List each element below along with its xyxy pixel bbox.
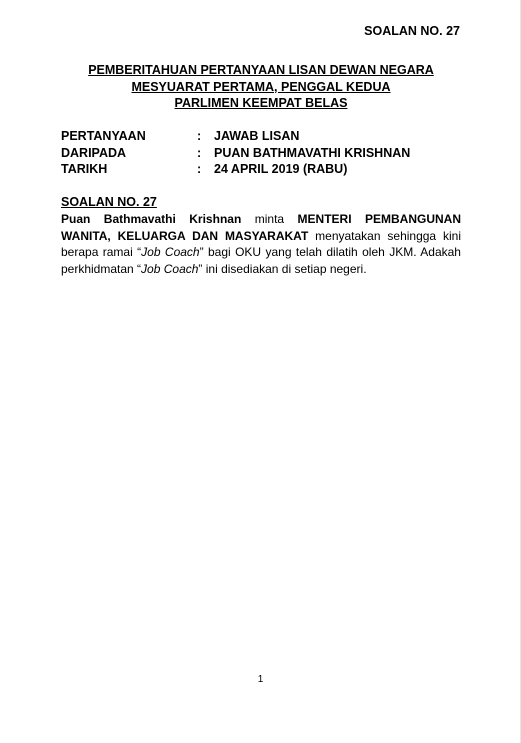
meta-key: PERTANYAAN (61, 129, 146, 143)
meta-value: 24 APRIL 2019 (RABU) (214, 162, 348, 176)
question-metadata (61, 128, 410, 178)
meta-separator: : (197, 162, 202, 176)
question-term: Job Coach (141, 261, 199, 276)
question-text: minta (241, 212, 298, 226)
question-text: ” ini disediakan di setiap negeri. (198, 261, 367, 276)
heading-line-1: PEMBERITAHUAN PERTANYAAN LISAN DEWAN NEGARA (88, 63, 434, 77)
meta-row-type (61, 128, 410, 145)
question-ministry: MENTERI PEMBANGUNAN WANITA, KELUARGA DAN MASYARAKAT (61, 212, 462, 243)
meta-row-date (61, 161, 410, 178)
page-number: 1 (257, 674, 264, 685)
question-text: ” bagi OKU yang telah dilatih oleh JKM. Adakah perkhidmatan “ (61, 245, 461, 276)
heading-line-2: MESYUARAT PERTAMA, PENGGAL KEDUA (131, 79, 391, 94)
meta-key: DARIPADA (61, 145, 127, 160)
meta-row-from (61, 145, 410, 162)
meta-separator: : (197, 129, 202, 143)
meta-value: PUAN BATHMAVATHI KRISHNAN (214, 145, 411, 160)
question-title: SOALAN NO. 27 (61, 195, 157, 209)
question-reference: SOALAN NO. 27 (364, 24, 460, 38)
question-term: Job Coach (141, 245, 200, 259)
document-heading (61, 62, 461, 112)
question-text: menyatakan sehingga kini berapa ramai “ (61, 228, 461, 259)
meta-key: TARIKH (61, 162, 108, 176)
meta-separator: : (197, 145, 202, 160)
question-body (61, 211, 461, 277)
meta-value: JAWAB LISAN (214, 129, 300, 143)
question-asker: Puan Bathmavathi Krishnan (61, 212, 242, 226)
heading-line-3: PARLIMEN KEEMPAT BELAS (174, 96, 348, 110)
